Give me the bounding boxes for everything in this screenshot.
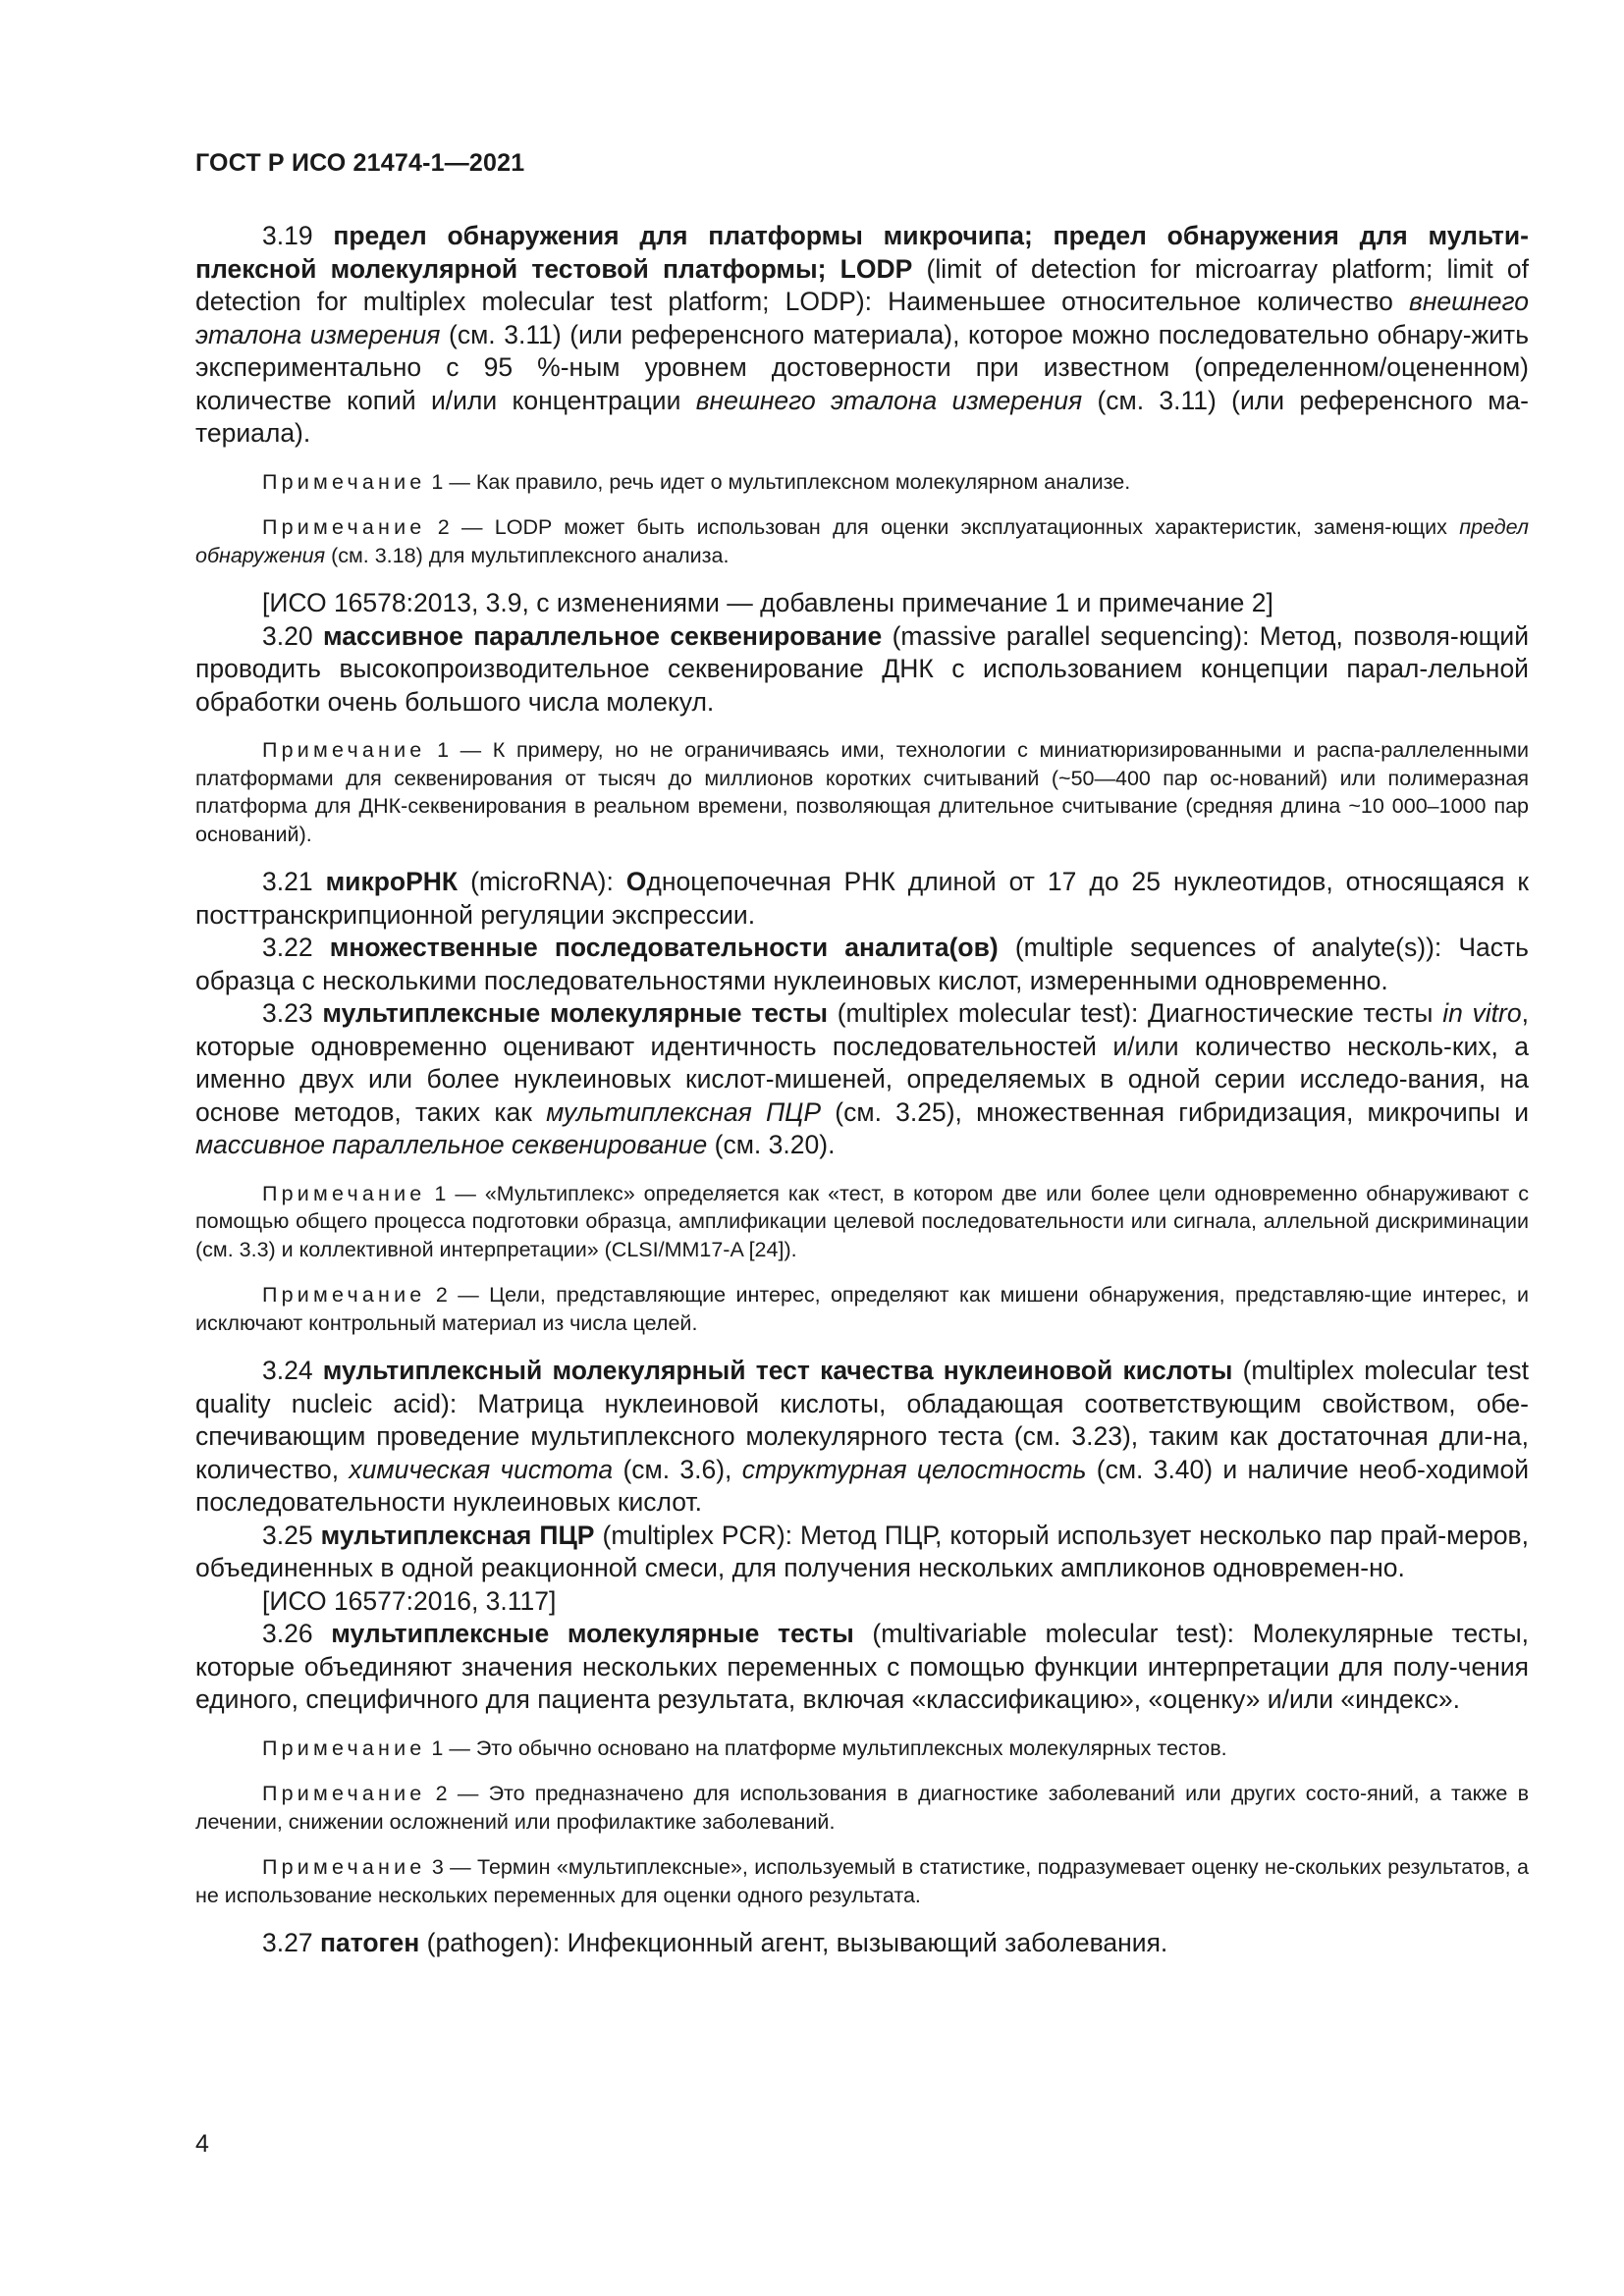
- term-title: мультиплексные молекулярные тесты: [331, 1619, 854, 1648]
- term-ref: химическая чистота: [349, 1454, 614, 1484]
- note-3-19-2: [195, 513, 1529, 569]
- term-text: (см. 3.40) и наличие необ-ходимой последовательности нуклеиновых кислот.: [195, 1454, 1529, 1517]
- term-text: (limit of detection for microarray platform; limit of detection for multiplex molecular test platform; LODP): Наименьшее относительное количество: [195, 253, 1530, 316]
- source-3-25: [ИСО 16577:2016, 3.117]: [262, 1585, 557, 1616]
- term-text: , которые одновременно оценивают идентичность последовательностей и/или количество несколь-ких, а именно двух или более нуклеиновых кислот-мишеней, определяемых в одной серии исследо-вания, на основе методов, таких как: [195, 998, 1529, 1127]
- term-text: (multivariable molecular test): Молекулярные тесты, которые объединяют значения нескольких переменных с помощью функции интерпретации для полу-чения единого, специфичного для пациента результата, включая «классификацию», «оценку» и/или «индекс».: [195, 1619, 1529, 1714]
- note-3-23-1: [195, 1180, 1529, 1264]
- note-label: Примечание: [262, 469, 426, 494]
- note-label: Примечание: [262, 1735, 426, 1760]
- term-title: мультиплексные молекулярные тесты: [322, 998, 828, 1028]
- term-3-27: [195, 1927, 1529, 1960]
- term-title: мультиплексная ПЦР: [320, 1520, 595, 1550]
- term-ref: массивное параллельное секвенирование: [195, 1130, 708, 1159]
- term-number: 3.19: [262, 221, 334, 250]
- term-title: патоген: [319, 1928, 420, 1957]
- term-title: массивное параллельное секвенирование: [322, 620, 883, 651]
- note-text: 1 — К примеру, но не ограничиваясь ими, технологии с миниатюризированными и распа-раллеленными платформами для секвенирования от тысяч до миллионов коротких считываний (~50—400 пар ос-нований) или полимеразная платформа для ДНК-секвенирования в реальном времени, позволяющая длительное считывание (средняя длина ~10 000–1000 пар оснований).: [195, 738, 1529, 846]
- term-text: (multiplex molecular test): Диагностические тесты: [827, 998, 1443, 1028]
- source-3-19: [ИСО 16578:2013, 3.9, с изменениями — добавлены примечание 1 и примечание 2]: [262, 588, 1273, 617]
- term-ref: структурная целостность: [741, 1454, 1087, 1484]
- term-title: микроРНК: [325, 867, 459, 896]
- document-header: ГОСТ Р ИСО 21474-1—2021: [195, 149, 525, 177]
- term-3-19: [195, 220, 1529, 451]
- term-text: дноцепочечная РНК длиной от 17 до 25 нуклеотидов, относящаяся к посттранскрипционной регуляции экспрессии.: [195, 867, 1529, 930]
- term-number: 3.22: [262, 933, 330, 962]
- term-text: (см. 3.20).: [707, 1130, 836, 1159]
- note-label: Примечание: [262, 1283, 426, 1307]
- page-number: 4: [195, 2130, 209, 2158]
- term-title: предел обнаружения для платформы микрочипа; предел обнаружения для мульти-плексной молекулярной тестовой платформы; LODP: [195, 221, 1529, 284]
- term-3-24: [195, 1355, 1529, 1520]
- note-text: 1 — Как правило, речь идет о мультиплексном молекулярном анализе.: [425, 469, 1131, 494]
- document-body: [195, 220, 1529, 1960]
- term-title: мультиплексный молекулярный тест качества нуклеиновой кислоты: [322, 1356, 1233, 1385]
- term-ref: in vitro: [1442, 998, 1522, 1028]
- note-3-26-3: [195, 1853, 1529, 1909]
- term-text: (multiple sequences of analyte(s)): Часть образца с несколькими последовательностями нуклеиновых кислот, измеренными одновременно.: [195, 933, 1529, 995]
- note-3-26-1: [195, 1735, 1529, 1763]
- term-text: (multiplex PCR): Метод ПЦР, который использует несколько пар прай-меров, объединенных в одной реакционной смеси, для получения нескольких ампликонов одновремен-но.: [195, 1520, 1529, 1582]
- term-number: 3.20: [262, 620, 323, 651]
- note-3-19-1: [195, 468, 1529, 497]
- note-3-20-1: [195, 736, 1529, 848]
- term-number: 3.27: [262, 1928, 320, 1957]
- note-text: 1 — Это обычно основано на платформе мультиплексных молекулярных тестов.: [425, 1735, 1227, 1760]
- term-text: (см. 3.11) (или референсного ма-териала).: [195, 385, 1529, 448]
- term-text: (massive parallel sequencing): Метод, позволя-ющий проводить высокопроизводительное секвенирование ДНК с использованием концепции парал-лельной обработки очень большого числа молекул.: [195, 620, 1530, 717]
- note-text: (см. 3.18) для мультиплексного анализа.: [325, 543, 730, 567]
- term-ref: мультиплексная ПЦР: [546, 1096, 822, 1127]
- term-3-21: [195, 866, 1529, 932]
- term-number: 3.23: [262, 998, 323, 1028]
- term-3-26: [195, 1618, 1529, 1717]
- note-label: Примечание: [262, 738, 426, 762]
- term-number: 3.26: [262, 1619, 332, 1648]
- note-label: Примечание: [262, 1181, 426, 1205]
- term-3-22: [195, 932, 1529, 997]
- note-text: 2 — LODP может быть использован для оценки эксплуатационных характеристик, заменя-ющих: [425, 515, 1460, 539]
- term-text: (см. 3.25), множественная гибридизация, микрочипы и: [821, 1096, 1530, 1127]
- term-text: (microRNA):: [458, 867, 626, 896]
- note-3-26-2: [195, 1780, 1529, 1836]
- note-text: 1 — «Мультиплекс» определяется как «тест, в котором две или более цели одновременно обнаруживают с помощью общего процесса подготовки образца, амплификации целевой последовательности или сигнала, аллельной дискриминации (см. 3.3) и коллективной интерпретации» (CLSI/MM17-A [24]).: [195, 1181, 1529, 1261]
- note-text: 2 — Цели, представляющие интерес, определяют как мишени обнаружения, представляю-щие интерес, и исключают контрольный материал из числа целей.: [195, 1283, 1529, 1335]
- term-3-20: [195, 620, 1529, 720]
- note-text: 3 — Термин «мультиплексные», используемый в статистике, подразумевает оценку не-скольких результатов, а не использование нескольких переменных для оценки одного результата.: [195, 1855, 1529, 1907]
- note-text: 2 — Это предназначено для использования в диагностике заболеваний или других состо-яний, а также в лечении, снижении осложнений или профилактике заболеваний.: [195, 1782, 1529, 1834]
- term-number: 3.24: [262, 1356, 323, 1385]
- term-text: (multiplex molecular test quality nucleic acid): Матрица нуклеиновой кислоты, обладающая соответствующим свойством, обе-спечивающим проведение мультиплексного молекулярного теста (см. 3.23), таким как достаточная дли-на, количество,: [195, 1356, 1529, 1484]
- note-label: Примечание: [262, 1855, 426, 1879]
- term-ref: внешнего эталона измерения: [695, 385, 1083, 415]
- term-text: (см. 3.11) (или референсного материала), которое можно последовательно обнару-жить экспериментально с 95 %-ным уровнем достоверности при известном (определенном/оцененном) количестве копий и/или концентрации: [195, 319, 1529, 415]
- term-text-bold: О: [625, 867, 647, 896]
- note-label: Примечание: [262, 1782, 426, 1805]
- term-title: множественные последовательности аналита(ов): [329, 933, 999, 962]
- note-ref: предел обнаружения: [195, 515, 1529, 567]
- term-ref: внешнего эталона измерения: [195, 287, 1529, 349]
- term-text: (см. 3.6),: [613, 1454, 742, 1484]
- note-3-23-2: [195, 1281, 1529, 1337]
- term-3-23: [195, 997, 1529, 1162]
- note-label: Примечание: [262, 515, 426, 539]
- term-text: (pathogen): Инфекционный агент, вызывающий заболевания.: [419, 1928, 1168, 1957]
- term-3-25: [195, 1520, 1529, 1585]
- term-number: 3.21: [262, 867, 326, 896]
- term-number: 3.25: [262, 1520, 321, 1550]
